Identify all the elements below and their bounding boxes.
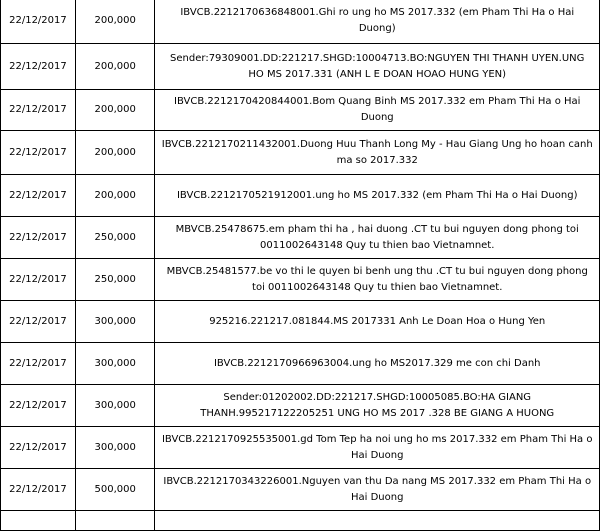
date-cell: 22/12/2017: [1, 259, 76, 301]
table-row: [1, 385, 600, 427]
description-cell: MBVCB.25481577.be vo thi le quyen bi benh ung thu .CT tu bui nguyen dong phong toi 0011002643148 Quy tu thien bao Vietnamnet.: [155, 259, 600, 301]
table-row: [1, 175, 600, 217]
description-cell: IBVCB.2212170636848001.Ghi ro ung ho MS 2017.332 (em Pham Thi Ha o Hai Duong): [155, 0, 600, 44]
table-row: [1, 301, 600, 343]
amount-cell: 300,000: [75, 427, 155, 469]
table-row: [1, 259, 600, 301]
description-cell: Sender:01202002.DD:221217.SHGD:10005085.BO:HA GIANG THANH.995217122205251 UNG HO MS 2017 .328 BE GIANG A HUONG: [155, 385, 600, 427]
date-cell: 22/12/2017: [1, 131, 76, 175]
description-cell: IBVCB.2212170211432001.Duong Huu Thanh Long My - Hau Giang Ung ho hoan canh ma so 2017.332: [155, 131, 600, 175]
table-row: [1, 90, 600, 131]
description-cell: IBVCB.2212170343226001.Nguyen van thu Da nang MS 2017.332 em Pham Thi Ha o Hai Duong: [155, 469, 600, 511]
description-cell: MBVCB.25478675.em pham thi ha , hai duong .CT tu bui nguyen dong phong toi 0011002643148 Quy tu thien bao Vietnamnet.: [155, 217, 600, 259]
amount-cell: 200,000: [75, 90, 155, 131]
amount-cell: 250,000: [75, 259, 155, 301]
amount-cell-empty: [75, 511, 155, 531]
table-row: [1, 131, 600, 175]
date-cell-empty: [1, 511, 76, 531]
description-cell: 925216.221217.081844.MS 2017331 Anh Le Doan Hoa o Hung Yen: [155, 301, 600, 343]
date-cell: 22/12/2017: [1, 175, 76, 217]
amount-cell: 500,000: [75, 469, 155, 511]
description-cell: Sender:79309001.DD:221217.SHGD:10004713.BO:NGUYEN THI THANH UYEN.UNG HO MS 2017.331 (ANH L E DOAN HOAO HUNG YEN): [155, 44, 600, 90]
description-cell: IBVCB.2212170521912001.ung ho MS 2017.332 (em Pham Thi Ha o Hai Duong): [155, 175, 600, 217]
table-row: [1, 217, 600, 259]
date-cell: 22/12/2017: [1, 343, 76, 385]
amount-cell: 200,000: [75, 131, 155, 175]
description-cell: IBVCB.2212170420844001.Bom Quang Binh MS 2017.332 em Pham Thi Ha o Hai Duong: [155, 90, 600, 131]
description-cell-empty: [155, 511, 600, 531]
table-row: [1, 44, 600, 90]
description-cell: IBVCB.2212170966963004.ung ho MS2017.329 me con chi Danh: [155, 343, 600, 385]
description-cell: IBVCB.2212170925535001.gd Tom Tep ha noi ung ho ms 2017.332 em Pham Thi Ha o Hai Duong: [155, 427, 600, 469]
table-row: [1, 343, 600, 385]
amount-cell: 200,000: [75, 44, 155, 90]
date-cell: 22/12/2017: [1, 427, 76, 469]
date-cell: 22/12/2017: [1, 90, 76, 131]
amount-cell: 200,000: [75, 175, 155, 217]
amount-cell: 250,000: [75, 217, 155, 259]
table-row-partial: [1, 511, 600, 531]
date-cell: 22/12/2017: [1, 385, 76, 427]
amount-cell: 300,000: [75, 301, 155, 343]
date-cell: 22/12/2017: [1, 301, 76, 343]
amount-cell: 300,000: [75, 343, 155, 385]
table-row: [1, 469, 600, 511]
table-row: [1, 427, 600, 469]
amount-cell: 200,000: [75, 0, 155, 44]
table-row: [1, 0, 600, 44]
amount-cell: 300,000: [75, 385, 155, 427]
date-cell: 22/12/2017: [1, 44, 76, 90]
date-cell: 22/12/2017: [1, 217, 76, 259]
date-cell: 22/12/2017: [1, 0, 76, 44]
date-cell: 22/12/2017: [1, 469, 76, 511]
